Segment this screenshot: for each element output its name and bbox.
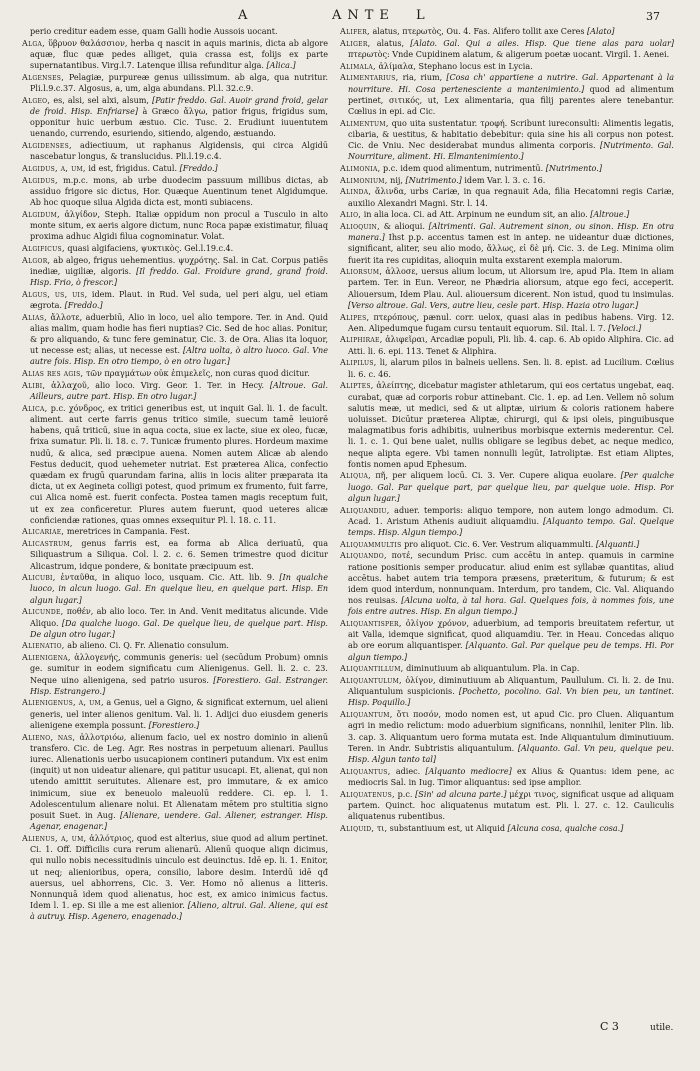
dictionary-entry xyxy=(340,505,674,539)
headword: Alimonium, xyxy=(340,175,388,185)
headword: Algidenses, xyxy=(22,141,72,151)
headword: Alimentarius, xyxy=(340,73,399,83)
dictionary-entry xyxy=(22,380,328,402)
vernacular-gloss: [Altroue. Gal. Ailleurs, autre part. Hisp. En otro lugar.] xyxy=(30,380,328,401)
entry-text: adiectiuum, ut raphanus Algidensis, qui circa Algidū nascebatur longus, & translucidus. Pli.l.19.c.4. xyxy=(30,141,328,162)
entry-text: à Græco ἄλγω, patior frigus, frigidus sum, opponitur huic uerbum æstuo. Cic. Tusc. 2. Erudiunt iuuentutem uenando, currendo, esuriendo, sitiendo, algendo, æstuando. xyxy=(30,106,328,139)
entry-text: alatus, πτερωτὸς, Ou. 4. Fas. Alifero tollit axe Ceres xyxy=(372,27,585,36)
headword: Algidus, xyxy=(22,175,58,185)
entry-text: ἀλγίδον, Steph. Italiæ oppidum non procul a Tusculo in alto monte situm, ex aeris algore dictum, nunc Roca papæ existimatur, filuaq proxima adhuc Algidi filua cognominatur. Volat. xyxy=(30,209,328,242)
entry-text: genus farris est, ea forma ab Alica deriuatū, qua Siliquastrum a Siliqua. Col. l. 2. c. 6. Semen trimestre quod dicitur Alicastrum, idque pondere, & bonitate præcipuum est. xyxy=(30,539,328,571)
dictionary-entry xyxy=(22,403,328,526)
vernacular-gloss: [Forestiero.] xyxy=(148,720,200,730)
headword: Algenses, xyxy=(22,72,65,82)
header-center: ANTE xyxy=(332,8,395,23)
dictionary-entry xyxy=(340,709,674,765)
entry-text: pro aliquot. Cic. 6. Ver. Vestrum aliquammulti. xyxy=(404,539,594,549)
headword: Aliquantus, xyxy=(340,766,391,776)
signature-mark: C 3 xyxy=(600,1020,619,1033)
header-right: L xyxy=(416,8,431,23)
vernacular-gloss: [Cosa ch' appartiene a nutrire. Gal. Appartenant à la nourriture. Hi. Cosa pertenesciente a mantenimiento.] xyxy=(348,73,674,94)
headword: Aliquantulum, xyxy=(340,676,402,686)
dictionary-entry xyxy=(22,95,328,140)
vernacular-gloss: [Alcuna uolta, à tal hora. Gal. Quelques fois, à nommes fois, une fois entre autres. Hisp. En algun tiempo.] xyxy=(348,596,674,617)
dictionary-entry xyxy=(340,789,674,823)
vernacular-gloss: [Alquanto. Gal. Vn peu, quelque peu. Hisp. Algun tanto tal] xyxy=(348,743,674,764)
right-column xyxy=(340,26,674,1041)
vernacular-gloss: [In qualche luoco, in alcun luogo. Gal. En quelque lieu, en quelque part. Hisp. En algun lugar.] xyxy=(30,573,328,605)
dictionary-entry xyxy=(22,163,328,174)
headword: Alio, xyxy=(340,210,362,220)
entry-text: alatus, xyxy=(376,38,405,48)
vernacular-gloss: [Nutrimento.] xyxy=(545,163,602,173)
entry-text: ἄλινδα, urbs Cariæ, in qua regnauit Ada, filia Hecatomni regis Cariæ, auxilio Alexandri Magni. Str. l. 14. xyxy=(348,187,674,208)
headword: Aliquammultis xyxy=(340,539,402,549)
dictionary-entry xyxy=(22,732,328,833)
headword: Algidum, xyxy=(22,209,60,219)
dictionary-entry xyxy=(340,334,674,356)
entry-text: idem. Plaut. in Rud. Vel suda, uel peri algu, uel etiam ægrota. xyxy=(30,289,328,310)
dictionary-entry xyxy=(340,61,674,72)
vernacular-gloss: [Da qualche luogo. Gal. De quelque lieu, de quelque part. Hisp. De algun otro lugar.] xyxy=(30,618,328,639)
entry-text: τῶν πραγμάτων οὐκ ἐπιμελεῖς, non curas quod dicitur. xyxy=(85,369,310,379)
entry-text: ὕβρυον θαλάσσιον, herba q nascit in aquis marinis, dicta ab algore aquæ, fluc quæ pedes alliget, quia crassa est, folijs ex parte supernatantibus. Virg.l.7. Latenque illisa refunditur alga. xyxy=(30,38,328,71)
entry-text: πτερωτὸς: Vnde Cupidinem alatum, & aligerum poetæ uocant. Virgil. 1. Aenei. xyxy=(348,49,670,59)
dictionary-entry xyxy=(22,652,328,697)
headword: Aliphirae, xyxy=(340,335,383,345)
entry-text: ἀλλαχοῦ, alio loco. Virg. Geor. 1. Ter. in Hecy. xyxy=(51,380,265,390)
headword: Algeo, xyxy=(22,95,51,105)
entry-text: ἀλλοσε, uersus alium locum, ut Aliorsum ire, apud Pla. Item in aliam partem. Ter. in Eun. Vereor, ne Phædria aliorsum, atque ego feci, acceperit. Aliouersum, Idem Plau. Aul. aliouersum dicerent. Non istud, quod tu insimulas. xyxy=(348,267,674,299)
entry-text: μέχρι τινος, significat usque ad aliquam partem. Quinct. hoc aliquatenus mutatum est. Pli. l. 27. c. 12. Cauliculis aliquatenus rubentibus. xyxy=(348,789,674,822)
headword: Alipes, xyxy=(340,312,370,322)
vernacular-gloss: [Alquanto. Gal. Par quelque peu de temps. Hi. Por algun tiempo.] xyxy=(348,641,674,662)
entry-text: ἐνταῦθα, in aliquo loco, usquam. Cic. Att. lib. 9. xyxy=(60,573,275,583)
dictionary-entry xyxy=(340,175,674,186)
headword: Alias res agis, xyxy=(22,369,84,379)
dictionary-entry xyxy=(340,38,674,60)
entry-text: ἀλλοτριόω, alienum facio, uel ex nostro dominio in alienū transfero. Cic. de Leg. Agr. Res nostras in perpetuum alienari. Paullus iurec. Alienationis uerbo usucapionem contineri putandum. Vix est enim (inquit) ut non uideatur alienare, qui patitur usucapi. Et, alienat, qui non utendo amittit seruitutes. Alienare est, pro immutare, & ex amico inimicum, siue ex beneuolo maleuolū reddere. Ci. ep. l. 1. Adolescentulum alienare nolui. Et Alienatam mētem pro stultitia signo posuit Suet. in Aug. xyxy=(30,732,328,821)
headword: Aliquatenus, xyxy=(340,789,395,799)
entry-text: quod ad alimentum pertinet, σιτικός, ut, Lex alimentaria, qua filij parentes alere tenebantur. Cœlius in epi. ad Cic. xyxy=(348,84,674,116)
entry-text: ab algeo, frigus uehementius. ψυχρότης. Sal. in Cat. Corpus patiēs inediæ, uigiliæ, algoris. xyxy=(30,255,328,276)
headword: Aliqua, xyxy=(340,471,371,481)
vernacular-gloss: [Alieno, altrui. Gal. Aliene, qui est à autruy. Hisp. Agenero, enagenado.] xyxy=(30,901,328,922)
entry-text: ὀλίγον, diminutiuum ab Aliquantum, Paullulum. Ci. li. 2. de Inu. Aliquantulum suspicionis. xyxy=(348,676,674,697)
vernacular-gloss: [Alquanti.] xyxy=(595,539,640,549)
dictionary-entry xyxy=(340,312,674,334)
headword: Alieno, nas, xyxy=(22,732,76,742)
entry-text: Ihst p.p. accentus tamen est in antep. ne uideantur duæ dictiones, significant, aliter, seu alio modo, ἄλλως, εἰ δὲ μή. Cic. 3. de Leg. Minima olim fuerit ita res cupiditas, alioquin multa exstarent exempla maiorum. xyxy=(348,233,674,265)
dictionary-entry xyxy=(22,697,328,731)
headword: Algus, us, uis, xyxy=(22,289,88,299)
dictionary-entry xyxy=(340,550,674,617)
entry-text: πῆ, per aliquem locū. Ci. 3. Ver. Cupere aliqua euolare. xyxy=(375,471,617,481)
vernacular-gloss: [Veloci.] xyxy=(608,323,642,333)
dictionary-entry xyxy=(340,26,674,37)
entry-text: id est, frigidus. Catul. xyxy=(88,163,178,173)
entry-text: p.c. xyxy=(397,789,413,799)
dictionary-entry xyxy=(22,572,328,606)
dictionary-entry xyxy=(340,675,674,709)
dictionary-entry xyxy=(22,312,328,368)
dictionary-entry xyxy=(22,289,328,311)
headword: Algor, xyxy=(22,255,51,265)
entry-text: in alia loca. Ci. ad Att. Arpinum ne eundum sit, an alio. xyxy=(363,210,588,220)
entry-text: ἀλλότριος, quod est alterius, siue quod ad alium pertinet. Ci. 1. Off. Difficilis cura rerum alienarū. Alienū quoque aliqn dicimus, qui nullo nobis necessitudinis uinculo est deuinctus. Idē ep. li. 1. Enitor, ut neq; alienioribus, opera, consilio, labore desim. Interdū idē qđ auersus, uel abhorrens, Cic. 3. Ver. Homo nō alienus a litteris. Nonnunquā idem quod alienatus, hoc est, ex amico inimicus factus. Idem l. 1. ep. Si ille a me est alienior. xyxy=(30,833,328,911)
headword: Aliorsum, xyxy=(340,267,383,277)
entry-text: ποτέ, secundum Prisc. cum accētu in antep. quamuis in carmine ratione positionis semper producatur. aliud enim est syllabæ quantitas, aliud accētus. habet autem tria tempora præsens, præteritum, & futurum; & est idem quod interdum, nonnunquam. Interdum, pro tandem, Cic. Val. Aliquando nos reuisas. xyxy=(348,551,674,606)
entry-text: a Genus, uel a Gigno, & significat externum, uel alieni generis, uel inter alienos genitum. Val. li. 1. Adijci duo eiusdem generis alienigene exempla possunt. xyxy=(30,698,328,730)
headword: Alienus, a, um, xyxy=(22,833,87,843)
dictionary-entry xyxy=(340,186,674,208)
entry-text: diminutiuum ab aliquantulum. Pla. in Cap. xyxy=(406,664,580,674)
entry-text: m.p.c. mons, ab urbe duodecim passuum millibus dictas, ab assiduo frigore sic dictus, Hor. Quæque Auentinum tenet Algidumque. Ab hoc quoque silua Algida dicta est, monti subiacens. xyxy=(30,175,328,208)
headword: Alimonia, xyxy=(340,163,381,173)
headword: Alias, xyxy=(22,312,47,322)
dictionary-entry xyxy=(340,663,674,674)
entry-text: ἀλιφεῖραι, Arcadiæ populi, Pli. lib. 4. cap. 6. Ab opido Aliphira. Cic. ad Atti. li. 6. epi. 113. Tenet & Aliphira. xyxy=(348,335,674,356)
vernacular-gloss: [Freddo.] xyxy=(179,163,218,173)
headword: Alifer, xyxy=(340,27,370,36)
dictionary-entry xyxy=(340,209,674,220)
entry-text: idem Var. l. 3. c. 16. xyxy=(464,175,546,185)
vernacular-gloss: [Nutrimento. Gal. Nourriture, aliment. Hi. Elmantenimiento.] xyxy=(348,141,674,162)
headword: Aliquando, xyxy=(340,551,387,561)
dictionary-entry xyxy=(22,38,328,72)
entry-text: ria, rium, xyxy=(402,73,443,83)
vernacular-gloss: [Pochetto, pocolino. Gal. Vn bien peu, un tantinet. Hisp. Poquillo.] xyxy=(348,687,674,708)
dictionary-entry xyxy=(340,766,674,788)
vernacular-gloss: [Alquanto mediocre] xyxy=(425,766,512,776)
entry-text: li, alarum pilos in balneis uellens. Sen. li. 8. epist. ad Lucilium. Cœlius li. 6. c. 46. xyxy=(348,358,674,379)
entry-text: ἀλείπτης, dicebatur magister athletarum, qui eos certatus ungebat, eaq. curabat, quæ ad corporis robur attinebant. Cic. 1. ep. ad Len. Vellem nō solum salutis meæ, ut medici, sed & ut aliptæ, uirium & coloris rationem habere uoluisset. Dicūtur præterea Aliptæ, chirurgi, qui & ipsi oleis, pinguibusque malagmatibus foris adhibitis, uulneribus morbisque externis mederentur. Cel. li. 1. c. 1. Qui bene ualet, nullis obligare se legibus debet, ac neque medico, neque alipta egere. Vbi tamen nonnulli legūt, Iatroliptæ. Est etiam Aliptes, fontis nomen apud Ephesum. xyxy=(348,381,674,469)
dictionary-entry xyxy=(340,823,674,834)
dictionary-entry xyxy=(340,72,674,117)
left-column xyxy=(22,26,328,1041)
dictionary-entry xyxy=(340,266,674,311)
dictionary-entry xyxy=(22,833,328,923)
headword: Algificus, xyxy=(22,243,65,253)
entry-text: meretrices in Campania. Fest. xyxy=(66,527,190,537)
dictionary-entry xyxy=(22,606,328,640)
dictionary-entry xyxy=(22,243,328,254)
entry-text: ἀλλογενής, communis generis: uel (secūdum Probum) omnis ge. sumitur in eodem significatu cum Alienigenus. Gell. li. 2. c. 23. Neque uino alienigena, sed patrio usuros. xyxy=(30,653,328,685)
vernacular-gloss: [Sin' ad alcuna parte.] xyxy=(415,789,507,799)
vernacular-gloss: [Alica.] xyxy=(266,61,296,71)
dictionary-entry xyxy=(340,618,674,663)
header-left: A xyxy=(238,8,254,23)
headword: Alimala, xyxy=(340,61,376,71)
headword: Alicunde, xyxy=(22,607,64,617)
dictionary-entry xyxy=(340,163,674,174)
headword: Aliquantum, xyxy=(340,710,393,720)
dictionary-entry xyxy=(22,209,328,243)
headword: Alienigenus, a, um, xyxy=(22,698,104,708)
headword: Alibi, xyxy=(22,380,46,390)
headword: Alica, xyxy=(22,403,48,413)
vernacular-gloss: [Alcuna cosa, qualche cosa.] xyxy=(507,823,624,833)
headword: Alicariae, xyxy=(22,527,65,537)
entry-text: quo uita sustentatur. τροφή. Scribunt iureconsulti: Alimentis legatis, cibaria, & uestitus, & habitatio debebitur: quia sine his ali corpus non potest. Cic. de Vniu. Nec desiderabat mundus alimenta corporis. xyxy=(348,118,674,151)
vernacular-gloss: [Patir freddo. Gal. Auoir grand froid, gelar de froid. Hisp. Enfriarse] xyxy=(30,95,328,116)
dictionary-entry xyxy=(22,526,328,537)
vernacular-gloss: [Il freddo. Gal. Froidure grand, grand froid. Hisp. Frio, ò frescor.] xyxy=(30,266,328,287)
vernacular-gloss: [Altroue.] xyxy=(590,210,630,220)
entry-text: p.c. idem quod alimentum, nutrimentū. xyxy=(383,163,544,173)
vernacular-gloss: [Freddo.] xyxy=(64,300,103,310)
dictionary-entry xyxy=(340,470,674,504)
vernacular-gloss: [Per qualche luogo. Gal. Par quelque part, par quelque lieu, par quelque uoie. Hisp. Por algun lugar.] xyxy=(348,471,674,503)
dictionary-entry xyxy=(340,221,674,266)
page-number: 37 xyxy=(646,10,660,23)
vernacular-gloss: [Alato] xyxy=(587,27,615,36)
vernacular-gloss: [Forestiero. Gal. Estranger. Hisp. Estrangero.] xyxy=(30,675,328,696)
dictionary-entry xyxy=(22,72,328,94)
headword: Aliptes, xyxy=(340,381,374,391)
dictionary-entry xyxy=(340,357,674,379)
entry-text: aduer. temporis: aliquo tempore, non autem longo admodum. Ci. Acad. 1. Aristum Athenis audiuit aliquamdiu. xyxy=(348,505,674,526)
entry-text: nij, xyxy=(390,175,403,185)
dictionary-entry xyxy=(22,175,328,209)
entry-text: ἄλλοτε, aduerbiū, Alio in loco, uel alio tempore. Ter. in And. Quid alias malim, quam hodie has fieri nuptias? Cic. Sed de hoc alias. Ponitur, & pro aliquando, & tunc fere geminatur, Cic. 3. de Ora. Alias ita loquor, ut necesse est; alias, ut necesse est. xyxy=(30,312,328,356)
dictionary-entry xyxy=(340,380,674,470)
dictionary-entry xyxy=(22,26,328,37)
entry-text: quasi algifaciens, ψυκτικὸς. Gel.l.19.c.4. xyxy=(67,243,234,253)
vernacular-gloss: [Alienare, uendere. Gal. Aliener, estranger. Hisp. Agenar, enagenar.] xyxy=(30,811,328,832)
headword: Aliquid, xyxy=(340,823,375,833)
headword: Alimentum, xyxy=(340,118,389,128)
dictionary-entry xyxy=(340,539,674,550)
headword: Aliquantisper, xyxy=(340,619,402,629)
vernacular-gloss: [Nutrimento.] xyxy=(405,175,462,185)
vernacular-gloss: [Alquanto tempo. Gal. Quelque temps. Hisp. Algun tiempo.] xyxy=(348,516,674,537)
entry-text: Pelagiæ, purpureæ genus uilissimum. ab alga, qua nutritur. Pli.l.9.c.37. Algosus, a, um, alga abundans. Pl.l. 32.c.9. xyxy=(30,72,328,94)
headword: Alienigena, xyxy=(22,653,71,663)
dictionary-entry xyxy=(340,118,674,163)
dictionary-entry xyxy=(22,140,328,162)
entry-text: πτερόπους, pænul. corr. uelox, quasi alas in pedibus habens. Virg. 12. Aen. Alipedumque fugam cursu tentauit equorum. Sil. Ital. l. 7. xyxy=(348,312,674,333)
entry-text: perio creditur eadem esse, quam Galli hodie Aussois uocant. xyxy=(30,27,278,36)
headword: Alga, xyxy=(22,38,45,48)
headword: Alipilus, xyxy=(340,358,377,368)
running-header xyxy=(0,4,700,26)
vernacular-gloss: [Altrimenti. Gal. Autrement sinon, ou sinon. Hisp. En otra manera.] xyxy=(348,221,674,243)
headword: Aliger, xyxy=(340,38,371,48)
headword: Alioquin, xyxy=(340,221,380,231)
entry-text: ποθέν, ab alio loco. Ter. in And. Venit meditatus alicunde. Vide Aliquo. xyxy=(30,607,328,628)
headword: Algidus, a, um, xyxy=(22,163,86,173)
headword: Aliquantillum, xyxy=(340,664,404,674)
entry-text: ἀλίμαλα, Stephano locus est in Lycia. xyxy=(378,61,533,71)
headword: Alicubi, xyxy=(22,573,56,583)
headword: Alicastrum, xyxy=(22,539,73,549)
dictionary-entry xyxy=(22,255,328,289)
vernacular-gloss: [Alato. Gal. Qui a ailes. Hisp. Que tiene alas para uolar] xyxy=(410,38,674,48)
entry-text: es, alsi, sel alxi, alsum, xyxy=(53,95,149,105)
entry-text: ex Alius & Quantus: idem pene, ac mediocris Sal. in Iug. Timor aliquantus: sed ipse amplior. xyxy=(348,766,674,787)
entry-text: ὀλίγον χρόνον, aduerbium, ad temporis breuitatem refertur, ut ait Valla, idemque significat, quod aliquamdiu. Ter. in Heau. Concedas aliquo ab ore eorum aliquantisper. xyxy=(348,619,674,651)
vernacular-gloss: [Altra uolta, ò altro luoco. Gal. Vne autre fois. Hisp. En otro tiempo, ò en otro lugar.] xyxy=(30,346,328,367)
headword: Alienatio, xyxy=(22,641,65,651)
entry-text: & alioqui. xyxy=(383,221,425,231)
entry-text: ab alieno. Ci. Q. Fr. Alienatio consulum. xyxy=(67,641,229,651)
dictionary-entry xyxy=(22,368,328,379)
entry-text: adiec. xyxy=(395,766,421,776)
entry-text: ὅτι ποσόν, modo nomen est, ut apud Cic. pro Cluen. Aliquantum agri in medio relictum: modo aduerbium significans, nonnihil, leniter Plin. lib. 3. cap. 3. Aliquantum uero forma mutata est. Inde Aliquantulum diminutiuum. Teren. in Andr. Subtristis aliquantulum. xyxy=(348,710,674,753)
catchword: utile. xyxy=(650,1023,674,1033)
entry-text: p.c. χόνδρος, ex tritici generibus est, ut inquit Gal. li. 1. de facult. aliment. aut certe farris genus tritico simile, suecum tamē leuiorē habens, quā triticū, siue in aqua cocta, siue ex lacte, siue ex oleo, fucæ, frixa sumatur. Pli. li. 18. c. 7. Tunicæ frumento plures. Hordeum maxime nudū, & alica, sed præcipue auena. Nomen autem Alicæ ab alendo Festus deducit, quod uehemeter nutriat. Est præterea Alica, confectio quædam ex frugū quarundam farina, aliis in locis aliter præparata ita dicta, ut ex Aegineta colligi potest, quod primum ex frumento, fuit farre, cui Alica nomē est. fuerit confecta. Postea tamen magis receptum fuit, ut ex zea conficeretur. Plures autem fuerunt, quod ueteres alicæ conficiendæ rationes, quas omnes exsequitur Pl. l. 18. c. 11. xyxy=(30,403,328,525)
dictionary-entry xyxy=(22,538,328,572)
vernacular-gloss: [Verso altroue. Gal. Vers, autre lieu, cesle part. Hisp. Hazia otro lugar.] xyxy=(348,300,639,310)
headword: Alinda, xyxy=(340,187,372,197)
dictionary-entry xyxy=(22,640,328,651)
entry-text: τι, substantiuum est, ut Aliquid xyxy=(376,823,505,833)
headword: Aliquandiu, xyxy=(340,505,390,515)
